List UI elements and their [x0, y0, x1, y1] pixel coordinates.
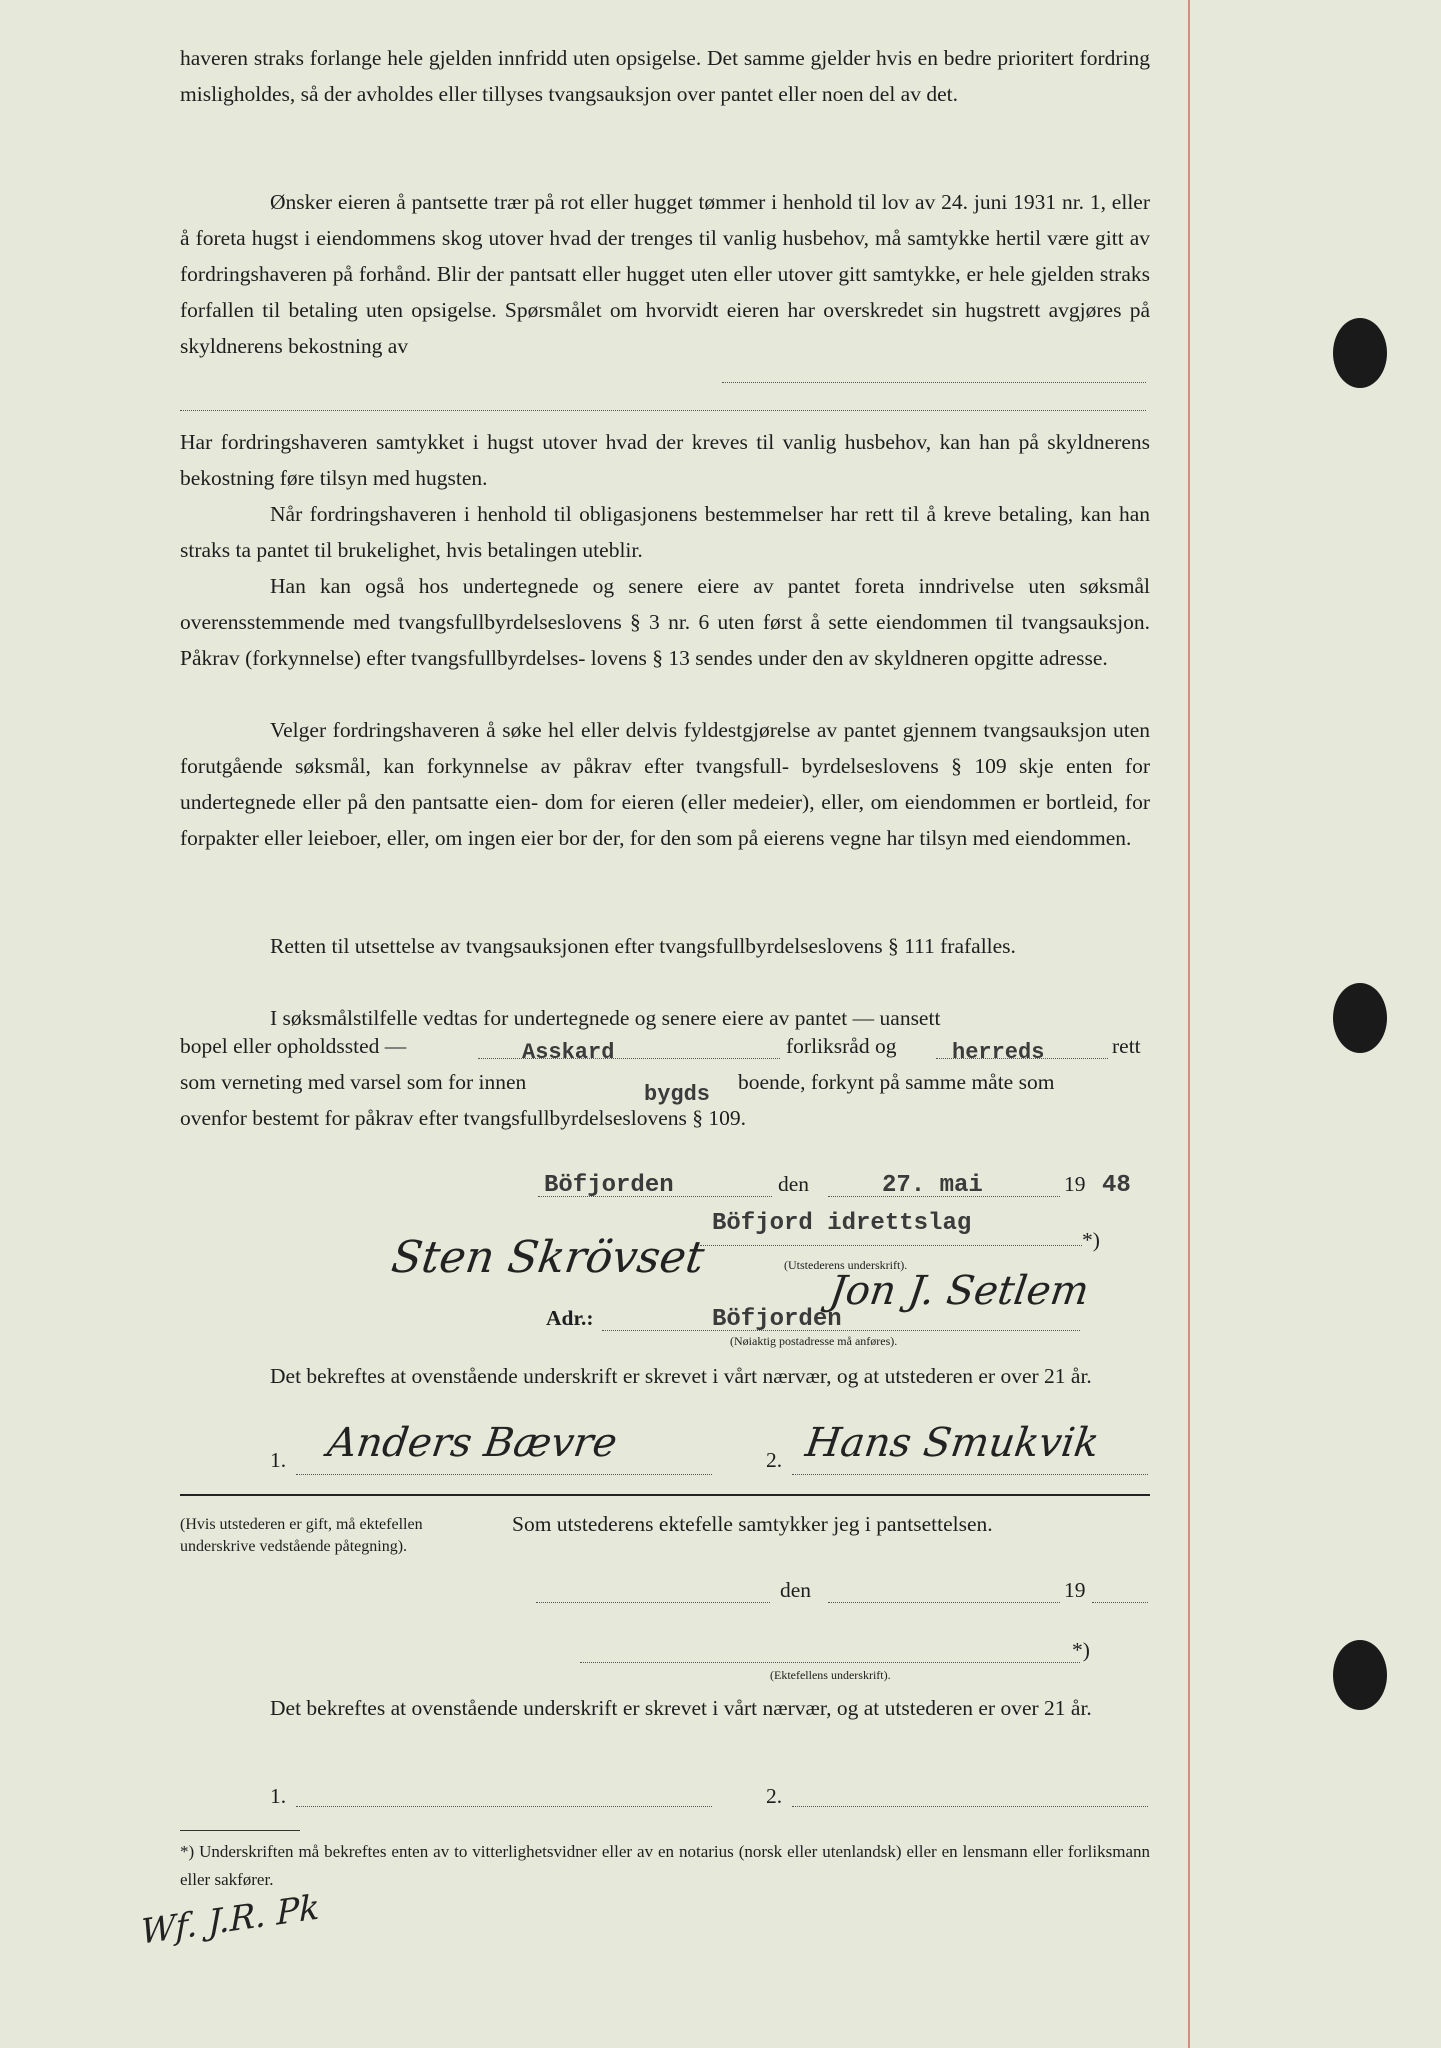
typed-date-place: Böfjorden [544, 1172, 674, 1199]
spouse-asterisk: *) [1072, 1638, 1090, 1662]
witness-1-signature-1: Anders Bævre [324, 1420, 620, 1466]
paragraph-5: Han kan også hos undertegnede og senere eiere av pantet foreta inndrivelse uten søksmål overensstemmende med tvangsfullbyrdelseslovens § 3 nr. 6 uten først å sette eiendommen til tvangsauksjon. Påkrav (forkynnelse) efter tvangsfullbyrdelses- lovens § 13 sendes under den av skyldneren opgitte adresse. [180, 574, 1150, 670]
fill-line [1092, 1602, 1148, 1603]
paragraph-4: Når fordringshaveren i henhold til obligasjonens bestemmelser har rett til å kreve betaling, kan han straks ta pantet til brukelighet, hvis betalingen uteblir. [180, 502, 1150, 562]
typed-herreds: herreds [952, 1040, 1045, 1065]
typed-year: 48 [1102, 1172, 1131, 1199]
section-divider [180, 1494, 1150, 1496]
punch-hole [1333, 983, 1387, 1053]
witness-1-number-2: 2. [766, 1448, 783, 1472]
witness-2-number-1: 1. [270, 1784, 287, 1808]
paragraph-2: Ønsker eieren å pantsette trær på rot eller hugget tømmer i henhold til lov av 24. juni 1931 nr. 1, eller å foreta hugst i eiendommens skog utover hvad der trenges til vanlig husbehov, må samtykke hertil være gitt av fordringshaveren på forhånd. Blir der pantsatt eller hugget uten eller utover gitt samtykke, er hele gjelden straks forfallen til betaling uten opsigelse. Spørsmålet om hvorvidt eieren har overskredet sin hugstrett avgjøres på skyldnerens bekostning av [180, 190, 1150, 358]
venue-line-2-start: som verneting med varsel som for innen [180, 1070, 527, 1094]
spouse-consent: Som utstederens ektefelle samtykker jeg i pantsettelsen. [512, 1512, 993, 1536]
venue-line-3: ovenfor bestemt for påkrav efter tvangsfullbyrdelseslovens § 109. [180, 1106, 747, 1130]
margin-rule [1188, 0, 1190, 2048]
date-den-label: den [778, 1172, 810, 1196]
rett-label: rett [1112, 1034, 1141, 1058]
fill-line [828, 1602, 1060, 1603]
witness-2-text: Det bekreftes at ovenstående underskrift er skrevet i vårt nærvær, og at utstederen er over 21 år. [270, 1696, 1092, 1720]
punch-hole [1333, 1640, 1387, 1710]
adr-label: Adr.: [546, 1306, 594, 1330]
margin-handwritten-note: Wf. J.R. Pk [140, 1887, 320, 1953]
witness-1-number-1: 1. [270, 1448, 287, 1472]
typed-issuer-name: Böfjord idrettslag [712, 1210, 972, 1237]
spouse-note: (Hvis utstederen er gift, må ektefellen underskrive vedstående påtegning). [180, 1516, 423, 1555]
paragraph-1: haveren straks forlange hele gjelden innfridd uten opsigelse. Det samme gjelder hvis en bedre prioritert fordring misligholdes, så der avholdes eller tillyses tvangsauksjon over pantet eller noen del av det. [180, 46, 1150, 106]
fill-line [536, 1602, 770, 1603]
punch-hole [1333, 318, 1387, 388]
witness-1-text: Det bekreftes at ovenstående underskrift er skrevet i vårt nærvær, og at utstederen er over 21 år. [270, 1364, 1092, 1388]
fill-line [180, 410, 1146, 411]
typed-date: 27. mai [882, 1172, 983, 1199]
witness-1-signature-2: Hans Smukvik [802, 1420, 1102, 1466]
spouse-year-prefix: 19 [1064, 1578, 1086, 1602]
spouse-den-label: den [780, 1578, 812, 1602]
footnote-rule [180, 1830, 300, 1831]
fill-line [296, 1806, 712, 1807]
fill-line [700, 1245, 1082, 1246]
venue-line-1-start: bopel eller opholdssted — [180, 1034, 407, 1058]
fill-line [792, 1806, 1148, 1807]
venue-line-2-end: boende, forkynt på samme måte som [738, 1070, 1055, 1094]
fill-line [296, 1474, 712, 1475]
address-caption: (Nøiaktig postadresse må anføres). [730, 1334, 898, 1348]
issuer-asterisk: *) [1082, 1228, 1100, 1252]
issuer-caption: (Utstederens underskrift). [784, 1258, 908, 1272]
paragraph-3: Har fordringshaveren samtykket i hugst utover hvad der kreves til vanlig husbehov, kan han på skyldnerens bekostning føre tilsyn med hugsten. [180, 430, 1150, 490]
typed-place: Asskard [522, 1040, 615, 1065]
spouse-caption: (Ektefellens underskrift). [770, 1668, 891, 1682]
fill-line [722, 382, 1146, 383]
forliksrad-label: forliksråd og [786, 1034, 897, 1058]
signature-right: Jon J. Setlem [826, 1268, 1092, 1314]
year-prefix: 19 [1064, 1172, 1086, 1196]
paragraph-8: I søksmålstilfelle vedtas for undertegnede og senere eiere av pantet — uansett [270, 1006, 941, 1030]
paragraph-7: Retten til utsettelse av tvangsauksjonen efter tvangsfullbyrdelseslovens § 111 frafalles. [270, 934, 1016, 958]
fill-line [792, 1474, 1148, 1475]
typed-bygds: bygds [644, 1082, 711, 1107]
typed-address: Böfjorden [712, 1306, 842, 1333]
signature-left: Sten Skrövset [388, 1232, 708, 1283]
witness-2-number-2: 2. [766, 1784, 783, 1808]
footnote: *) Underskriften må bekreftes enten av to vitterlighetsvidner eller av en notarius (norsk eller utenlandsk) eller en lensmann eller forliksmann eller sakfører. [180, 1842, 1150, 1889]
fill-line [580, 1662, 1080, 1663]
paragraph-6: Velger fordringshaveren å søke hel eller delvis fyldestgjørelse av pantet gjennem tvangsauksjon uten forutgående søksmål, kan forkynnelse av påkrav efter tvangsfull- byrdelseslovens § 109 skje enten for undertegnede eller på den pantsatte eien- dom for eieren (eller medeier), eller, om eiendommen er bortleid, for forpakter eller leieboer, eller, om ingen eier bor der, for den som på eierens vegne har tilsyn med eiendommen. [180, 718, 1150, 850]
